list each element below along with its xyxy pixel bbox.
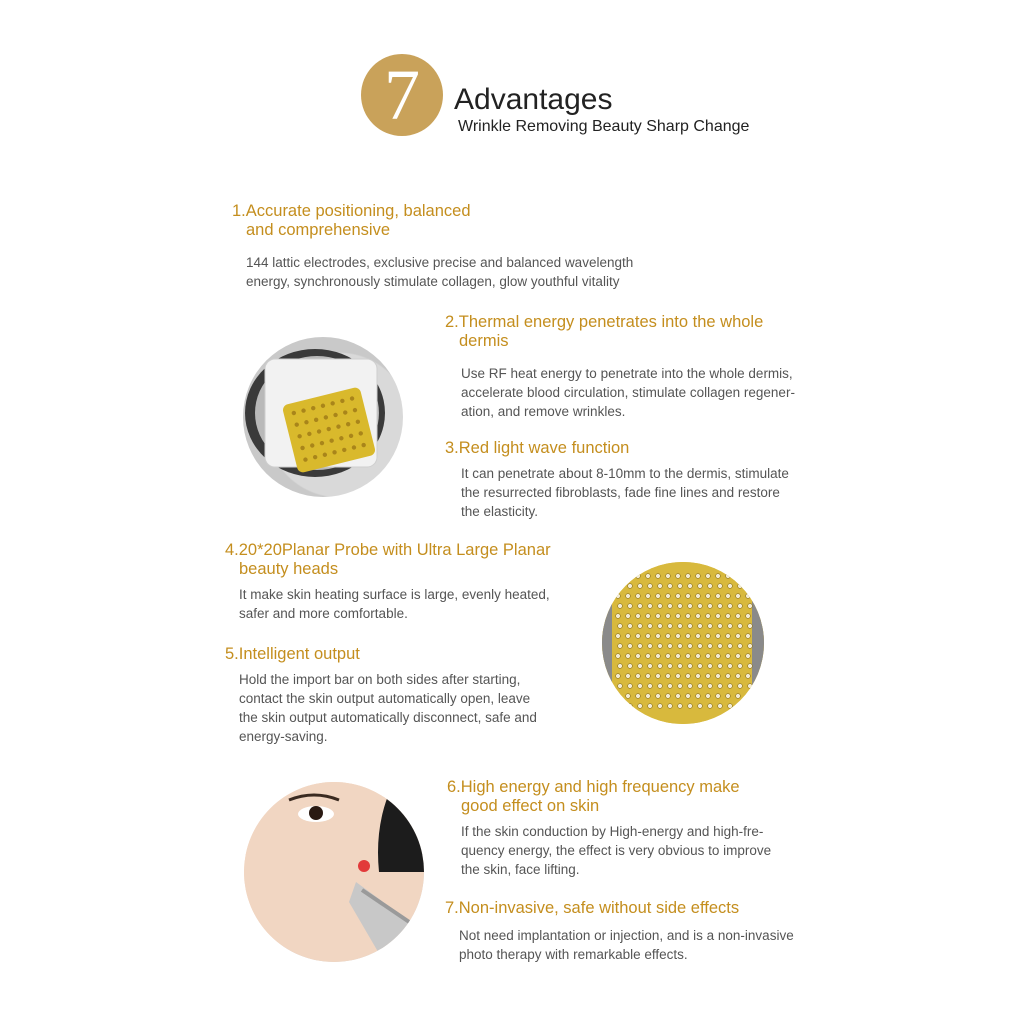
- probe-electrode-dot: [648, 684, 653, 689]
- probe-electrode-dot: [618, 684, 623, 689]
- probe-electrode-dot: [668, 604, 673, 609]
- probe-electrode-dot: [736, 634, 741, 639]
- probe-electrode-dot: [698, 684, 703, 689]
- probe-electrode-dot: [658, 644, 663, 649]
- probe-electrode-dot: [726, 574, 731, 579]
- probe-electrode-dot: [686, 674, 691, 679]
- probe-electrode-dot: [738, 684, 743, 689]
- probe-electrode-dot: [726, 614, 731, 619]
- probe-electrode-dot: [666, 674, 671, 679]
- probe-electrode-dot: [668, 704, 673, 709]
- probe-electrode-dot: [716, 634, 721, 639]
- probe-electrode-dot: [626, 694, 631, 699]
- probe-electrode-dot: [678, 624, 683, 629]
- probe-electrode-dot: [638, 584, 643, 589]
- probe-electrode-dot: [676, 574, 681, 579]
- probe-electrode-dot: [698, 644, 703, 649]
- probe-electrode-dot: [646, 574, 651, 579]
- probe-electrode-dot: [678, 584, 683, 589]
- probe-electrode-dot: [626, 674, 631, 679]
- advantage-2-body: Use RF heat energy to penetrate into the whole dermis, accelerate blood circulation, stimulate collagen regener- ation, and remove wrinkles.: [461, 366, 795, 419]
- rf-device-head-image: [243, 337, 403, 497]
- probe-electrode-dot: [616, 614, 621, 619]
- advantage-3-body: It can penetrate about 8-10mm to the dermis, stimulate the resurrected fibroblasts, fade fine lines and restore the elasticity.: [461, 466, 789, 519]
- probe-electrode-dot: [678, 704, 683, 709]
- probe-electrode-dot: [636, 614, 641, 619]
- probe-electrode-dot: [668, 644, 673, 649]
- probe-electrode-dot: [658, 684, 663, 689]
- probe-electrode-dot: [676, 594, 681, 599]
- advantage-1-heading: 1.Accurate positioning, balanced and comprehensive: [232, 202, 471, 239]
- probe-electrode-dot: [696, 574, 701, 579]
- advantage-6: [447, 778, 771, 879]
- probe-electrode-dot: [728, 704, 733, 709]
- probe-electrode-dot: [628, 644, 633, 649]
- probe-electrode-dot: [656, 694, 661, 699]
- probe-electrode-dot: [636, 654, 641, 659]
- probe-electrode-dot: [626, 614, 631, 619]
- probe-electrode-dot: [656, 574, 661, 579]
- probe-electrode-dot: [696, 594, 701, 599]
- probe-electrode-dot: [696, 634, 701, 639]
- probe-electrode-dot: [698, 624, 703, 629]
- probe-illustration: [602, 562, 764, 724]
- probe-electrode-dot: [718, 644, 723, 649]
- advantage-3-heading: 3.Red light wave function: [445, 439, 630, 457]
- probe-electrode-dot: [736, 654, 741, 659]
- number-badge: 7: [361, 54, 443, 136]
- probe-electrode-dot: [748, 624, 753, 629]
- advantage-1: [232, 202, 633, 291]
- advantage-1-body: 144 lattic electrodes, exclusive precise and balanced wavelength energy, synchronously stimulate collagen, glow youthful vitality: [246, 255, 634, 289]
- probe-electrode-dot: [728, 584, 733, 589]
- advantage-5-heading: 5.Intelligent output: [225, 645, 360, 663]
- probe-electrode-dot: [718, 704, 723, 709]
- probe-electrode-dot: [616, 694, 621, 699]
- probe-electrode-dot: [618, 664, 623, 669]
- probe-electrode-dot: [726, 594, 731, 599]
- probe-electrode-dot: [736, 694, 741, 699]
- probe-electrode-dot: [668, 664, 673, 669]
- probe-electrode-dot: [628, 664, 633, 669]
- probe-electrode-dot: [688, 704, 693, 709]
- probe-electrode-dot: [716, 674, 721, 679]
- probe-electrode-dot: [636, 694, 641, 699]
- probe-electrode-dot: [636, 574, 641, 579]
- probe-electrode-dot: [716, 594, 721, 599]
- probe-electrode-dot: [706, 634, 711, 639]
- probe-electrode-dot: [728, 624, 733, 629]
- probe-electrode-dot: [736, 614, 741, 619]
- probe-electrode-dot: [678, 664, 683, 669]
- probe-electrode-dot: [708, 664, 713, 669]
- page-title: Advantages: [454, 83, 613, 116]
- probe-electrode-dot: [716, 574, 721, 579]
- probe-electrode-dot: [728, 604, 733, 609]
- advantage-6-body: If the skin conduction by High-energy and high-fre- quency energy, the effect is very obvious to improve the skin, face lifting.: [461, 824, 772, 877]
- advantage-4: [225, 541, 551, 623]
- probe-electrode-dot: [616, 574, 621, 579]
- probe-electrode-dot: [686, 634, 691, 639]
- probe-electrode-dot: [748, 664, 753, 669]
- probe-electrode-dot: [626, 654, 631, 659]
- probe-electrode-dot: [618, 584, 623, 589]
- probe-electrode-dot: [728, 644, 733, 649]
- face-illustration: [244, 782, 424, 962]
- advantage-2: [445, 313, 795, 421]
- probe-electrode-dot: [648, 644, 653, 649]
- probe-electrode-dot: [718, 664, 723, 669]
- probe-electrode-dot: [648, 584, 653, 589]
- probe-electrode-dot: [616, 674, 621, 679]
- advantage-2-heading: 2.Thermal energy penetrates into the whole dermis: [445, 313, 764, 350]
- probe-electrode-dot: [688, 684, 693, 689]
- probe-electrode-dot: [736, 674, 741, 679]
- probe-electrode-dot: [696, 654, 701, 659]
- probe-electrode-dot: [648, 664, 653, 669]
- probe-electrode-dot: [666, 634, 671, 639]
- probe-electrode-dot: [698, 664, 703, 669]
- probe-electrode-dot: [718, 624, 723, 629]
- probe-electrode-dot: [746, 614, 751, 619]
- probe-electrode-dot: [646, 674, 651, 679]
- probe-electrode-dot: [676, 614, 681, 619]
- probe-electrode-dot: [628, 704, 633, 709]
- probe-electrode-dot: [718, 684, 723, 689]
- probe-electrode-dot: [638, 704, 643, 709]
- probe-electrode-dot: [746, 594, 751, 599]
- probe-electrode-dot: [706, 574, 711, 579]
- probe-electrode-dot: [628, 624, 633, 629]
- probe-electrode-dot: [646, 594, 651, 599]
- probe-electrode-dot: [656, 594, 661, 599]
- advantage-3: [445, 439, 789, 521]
- probe-electrode-dot: [718, 584, 723, 589]
- probe-electrode-dot: [726, 634, 731, 639]
- probe-electrode-dot: [626, 634, 631, 639]
- probe-electrode-dot: [638, 624, 643, 629]
- probe-electrode-dot: [636, 674, 641, 679]
- probe-electrode-dot: [736, 574, 741, 579]
- probe-electrode-dot: [686, 654, 691, 659]
- probe-electrode-dot: [738, 624, 743, 629]
- advantage-5: [225, 645, 537, 746]
- probe-electrode-dot: [738, 664, 743, 669]
- probe-electrode-dot: [666, 614, 671, 619]
- probe-electrode-dot: [616, 634, 621, 639]
- probe-electrode-dot: [646, 694, 651, 699]
- probe-electrode-dot: [706, 694, 711, 699]
- probe-electrode-dot: [638, 604, 643, 609]
- probe-electrode-dot: [688, 604, 693, 609]
- probe-electrode-dot: [748, 704, 753, 709]
- probe-electrode-dot: [688, 644, 693, 649]
- probe-electrode-dot: [738, 644, 743, 649]
- probe-electrode-dot: [686, 694, 691, 699]
- probe-electrode-dot: [716, 694, 721, 699]
- probe-electrode-dot: [636, 594, 641, 599]
- gold-planar-probe-image: [602, 562, 764, 724]
- probe-electrode-dot: [666, 574, 671, 579]
- probe-electrode-dot: [706, 614, 711, 619]
- probe-electrode-dot: [626, 574, 631, 579]
- probe-electrode-dot: [738, 704, 743, 709]
- probe-electrode-dot: [716, 614, 721, 619]
- probe-electrode-dot: [656, 674, 661, 679]
- probe-electrode-dot: [678, 604, 683, 609]
- probe-electrode-dot: [626, 594, 631, 599]
- advantage-5-body: Hold the import bar on both sides after starting, contact the skin output automatically open, leave the skin output automatically disconnect, safe and energy-saving.: [239, 672, 537, 744]
- probe-electrode-dot: [656, 614, 661, 619]
- probe-electrode-dot: [646, 614, 651, 619]
- probe-electrode-dot: [658, 584, 663, 589]
- probe-electrode-dot: [686, 594, 691, 599]
- probe-electrode-dot: [628, 584, 633, 589]
- probe-electrode-dot: [696, 694, 701, 699]
- probe-electrode-dot: [686, 614, 691, 619]
- probe-electrode-dot: [726, 694, 731, 699]
- probe-electrode-dot: [748, 684, 753, 689]
- probe-electrode-dot: [748, 644, 753, 649]
- probe-electrode-dot: [748, 604, 753, 609]
- probe-electrode-dot: [718, 604, 723, 609]
- probe-electrode-dot: [728, 684, 733, 689]
- probe-electrode-dot: [638, 684, 643, 689]
- probe-electrode-dot: [648, 704, 653, 709]
- probe-electrode-dot: [658, 604, 663, 609]
- advantage-4-heading: 4.20*20Planar Probe with Ultra Large Planar beauty heads: [225, 541, 551, 578]
- probe-electrode-dot: [726, 654, 731, 659]
- probe-electrode-dot: [658, 624, 663, 629]
- probe-electrode-dot: [666, 594, 671, 599]
- probe-electrode-dot: [708, 684, 713, 689]
- probe-electrode-dot: [618, 704, 623, 709]
- probe-electrode-dot: [676, 634, 681, 639]
- probe-electrode-dot: [738, 584, 743, 589]
- probe-electrode-dot: [628, 684, 633, 689]
- probe-electrode-dot: [648, 604, 653, 609]
- page-subtitle: Wrinkle Removing Beauty Sharp Change: [458, 118, 750, 135]
- probe-electrode-dot: [698, 704, 703, 709]
- probe-electrode-dot: [656, 654, 661, 659]
- probe-electrode-dot: [646, 654, 651, 659]
- probe-electrode-dot: [618, 644, 623, 649]
- probe-electrode-dot: [728, 664, 733, 669]
- probe-electrode-dot: [638, 644, 643, 649]
- probe-electrode-dot: [706, 674, 711, 679]
- probe-electrode-dot: [706, 654, 711, 659]
- probe-electrode-dot: [746, 654, 751, 659]
- device-illustration: [243, 337, 403, 497]
- probe-electrode-dot: [698, 584, 703, 589]
- probe-electrode-dot: [746, 574, 751, 579]
- advantage-7-body: Not need implantation or injection, and is a non-invasive photo therapy with remarkable effects.: [459, 928, 794, 962]
- probe-electrode-dot: [698, 604, 703, 609]
- probe-electrode-dot: [676, 654, 681, 659]
- probe-electrode-dot: [696, 674, 701, 679]
- probe-electrode-dot: [708, 624, 713, 629]
- advantage-4-body: It make skin heating surface is large, evenly heated, safer and more comfortable.: [239, 587, 550, 621]
- advantage-6-heading: 6.High energy and high frequency make good effect on skin: [447, 778, 740, 815]
- probe-electrode-dot: [668, 584, 673, 589]
- probe-electrode-dot: [708, 584, 713, 589]
- probe-electrode-dot: [676, 674, 681, 679]
- probe-electrode-dot: [708, 704, 713, 709]
- probe-electrode-dot: [646, 634, 651, 639]
- probe-electrode-dot: [706, 594, 711, 599]
- probe-electrode-dot: [618, 624, 623, 629]
- probe-electrode-dot: [656, 634, 661, 639]
- probe-electrode-dot: [726, 674, 731, 679]
- probe-electrode-dot: [688, 624, 693, 629]
- probe-electrode-dot: [666, 694, 671, 699]
- probe-electrode-dot: [668, 624, 673, 629]
- probe-electrode-dot: [668, 684, 673, 689]
- probe-electrode-dot: [676, 694, 681, 699]
- probe-electrode-dot: [746, 694, 751, 699]
- probe-electrode-dot: [746, 634, 751, 639]
- advantage-7-heading: 7.Non-invasive, safe without side effects: [445, 899, 740, 917]
- probe-electrode-dot: [738, 604, 743, 609]
- probe-electrode-dot: [666, 654, 671, 659]
- advantage-7: [445, 899, 794, 964]
- probe-electrode-dot: [716, 654, 721, 659]
- probe-electrode-dot: [678, 644, 683, 649]
- probe-electrode-dot: [616, 654, 621, 659]
- probe-electrode-dot: [616, 594, 621, 599]
- probe-electrode-dot: [636, 634, 641, 639]
- probe-electrode-dot: [658, 704, 663, 709]
- probe-electrode-dot: [688, 664, 693, 669]
- probe-electrode-dot: [638, 664, 643, 669]
- probe-electrode-dot: [648, 624, 653, 629]
- probe-electrode-dot: [658, 664, 663, 669]
- probe-electrode-dot: [708, 644, 713, 649]
- face-treatment-image: [244, 782, 424, 962]
- probe-electrode-dot: [686, 574, 691, 579]
- probe-electrode-dot: [746, 674, 751, 679]
- probe-electrode-dot: [618, 604, 623, 609]
- probe-electrode-dot: [748, 584, 753, 589]
- probe-electrode-dot: [708, 604, 713, 609]
- probe-electrode-dot: [628, 604, 633, 609]
- probe-electrode-dot: [696, 614, 701, 619]
- probe-electrode-dot: [688, 584, 693, 589]
- probe-electrode-dot: [736, 594, 741, 599]
- probe-electrode-dot: [678, 684, 683, 689]
